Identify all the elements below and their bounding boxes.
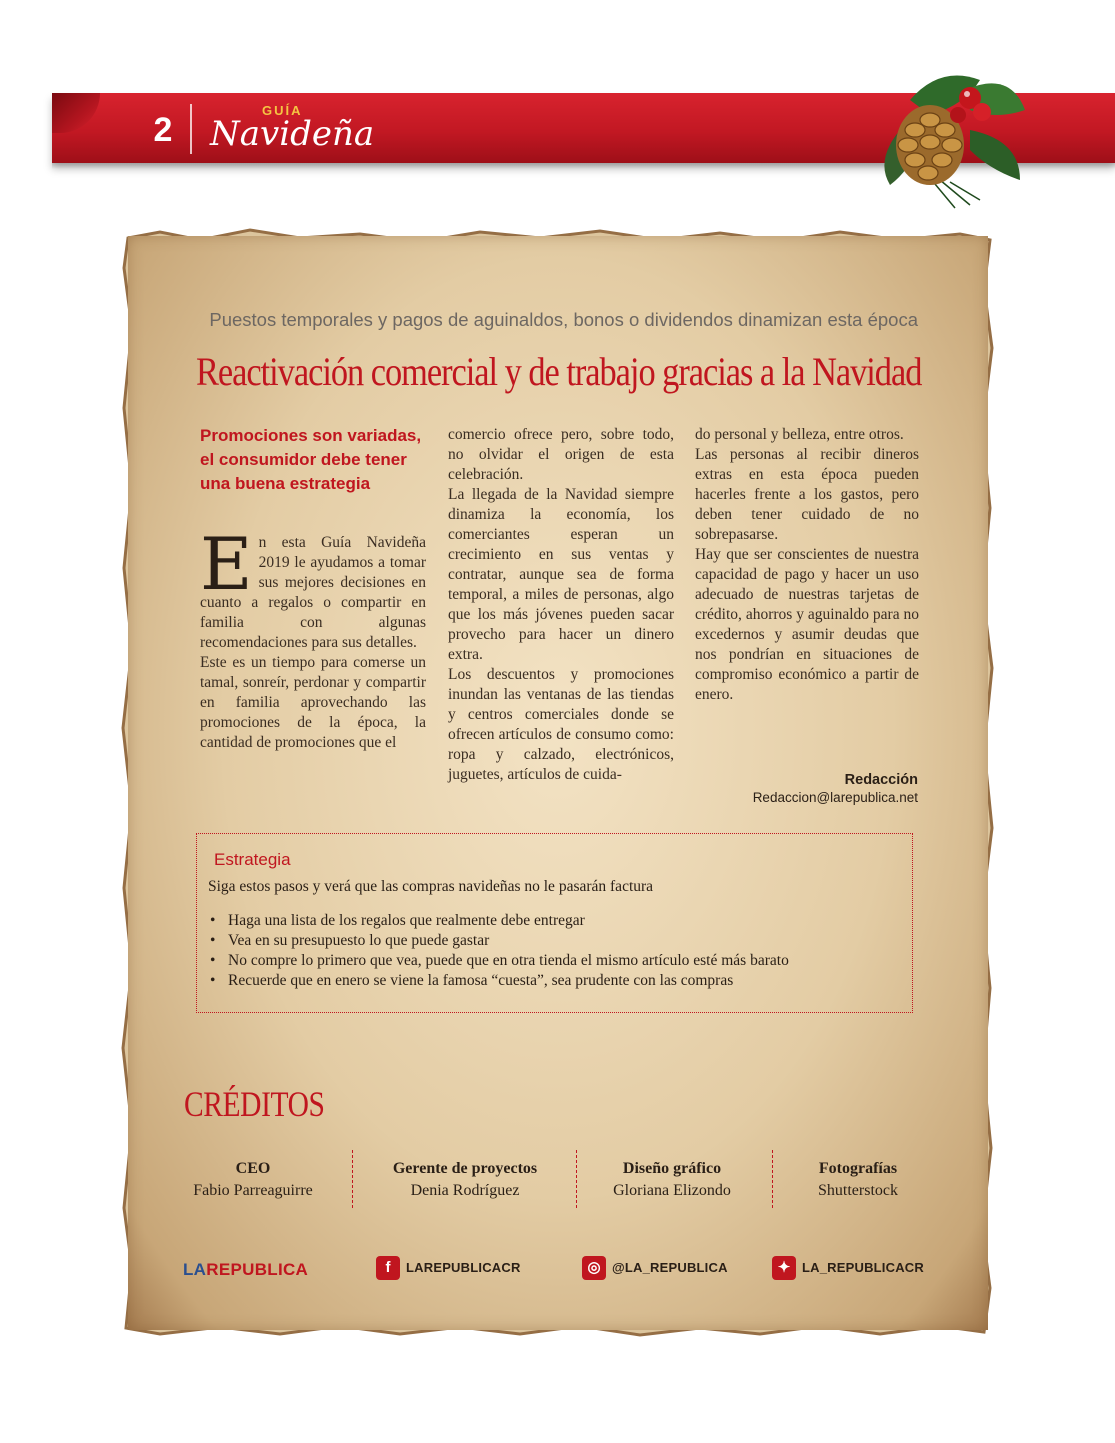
twitter-link[interactable] [772,1256,922,1282]
drop-cap: E [200,522,253,606]
bullet-icon: • [210,932,216,949]
byline: Redacción [844,772,918,788]
paragraph: Las personas al recibir dineros extras en esta época pueden hacerles frente a los gastos, pero deben tener cuidado de no sobrepasarse. [695,446,919,543]
strategy-title: Estrategia [214,850,291,869]
strategy-intro: Siga estos pasos y verá que las compras navideñas no le pasarán factura [208,878,654,895]
facebook-link[interactable] [376,1256,526,1282]
list-item [208,911,898,931]
paragraph: Hay que ser conscientes de nuestra capacidad de pago y hacer un uso adecuado de nuestras tarjetas de crédito, ahorros y aguinaldo para no excedernos y asumir deudas que nos pondrían en situaciones de compromiso económico a partir de enero. [695,546,919,703]
instagram-handle: @LA_REPUBLICA [612,1260,728,1275]
paragraph: La llegada de la Navidad siempre dinamiza la economía, los comerciantes esperan un crecimiento en sus ventas y contratar, aunque sea de forma temporal, a miles de personas, algo que los más jóvenes pueden sacar provecho para hacer un dinero extra. [448,486,674,663]
credit-name: Shutterstock [818,1182,898,1199]
paragraph: Los descuentos y promociones inundan las ventanas de las tiendas y centros comerciales donde se ofrecen artículos de consumo como: ropa y calzado, electrónicos, juguetes, artículos de cuida- [448,666,674,783]
credit-ceo [170,1158,336,1202]
credits-title: CRÉDITOS [184,1084,325,1124]
article-kicker: Puestos temporales y pagos de aguinaldos, bonos o dividendos dinamizan esta época [209,309,918,330]
article-column-3 [695,425,919,745]
paragraph: comercio ofrece pero, sobre todo, no olvidar el origen de esta celebración. [448,426,674,483]
pinecone-holly-icon [870,60,1030,210]
page-number: 2 [153,111,173,149]
credit-graphic-design [588,1158,756,1202]
credit-name: Fabio Parreaguirre [193,1182,313,1199]
twitter-handle: LA_REPUBLICACR [802,1260,924,1275]
list-item [208,951,898,971]
list-item-text: Recuerde que en enero se viene la famosa “cuesta”, sea prudente con las compras [228,972,734,989]
instagram-link[interactable] [582,1256,732,1282]
la-republica-logo[interactable] [183,1258,323,1282]
credit-name: Denia Rodríguez [410,1182,520,1199]
guide-title-script: Navideña [210,114,375,154]
article-subhead: Promociones son variadas, el consumidor debe tener una buena estrategia [200,426,422,493]
credit-role: Diseño gráfico [622,1160,722,1177]
article-headline: Reactivación comercial y de trabajo gracias a la Navidad [196,349,922,394]
author-email: Redaccion@larepublica.net [752,790,918,805]
article-column-1 [200,522,426,795]
facebook-icon: f [376,1256,400,1280]
credit-project-manager [366,1158,564,1202]
facebook-handle: LAREPUBLICACR [406,1260,521,1275]
credit-divider [772,1150,773,1208]
credit-role: Fotografías [818,1160,898,1177]
credit-role: CEO [235,1160,271,1177]
credit-photography [788,1158,928,1202]
bullet-icon: • [210,972,216,989]
list-item [208,971,898,991]
paragraph: Este es un tiempo para comerse un tamal, sonreír, perdonar y compartir en familia aprovechando las promociones de la época, la cantidad de promociones que el [200,654,426,751]
paragraph: do personal y belleza, entre otros. [695,426,904,443]
instagram-icon: ◎ [582,1256,606,1280]
logo-part-2: REPUBLICA [206,1260,309,1279]
paragraph: n esta Guía Navideña 2019 le ayudamos a tomar sus mejores decisiones en cuanto a regalos o compartir en familia con algunas recomendaciones para sus detalles. [200,534,426,651]
strategy-list [208,911,898,995]
logo-part-1: LA [183,1260,207,1279]
guide-title-small: GUÍA [262,103,303,118]
list-item-text: No compre lo primero que vea, puede que en otra tienda el mismo artículo esté más barato [228,952,789,969]
list-item-text: Haga una lista de los regalos que realmente debe entregar [228,912,585,929]
bullet-icon: • [210,912,216,929]
credit-name: Gloriana Elizondo [613,1182,731,1199]
article-column-2 [448,425,674,805]
credit-role: Gerente de proyectos [392,1160,538,1177]
list-item-text: Vea en su presupuesto lo que puede gastar [228,932,490,949]
credit-divider [576,1150,577,1208]
twitter-icon: ✦ [772,1256,796,1280]
ribbon-divider [190,104,192,154]
list-item [208,931,898,951]
credit-divider [352,1150,353,1208]
bullet-icon: • [210,952,216,969]
